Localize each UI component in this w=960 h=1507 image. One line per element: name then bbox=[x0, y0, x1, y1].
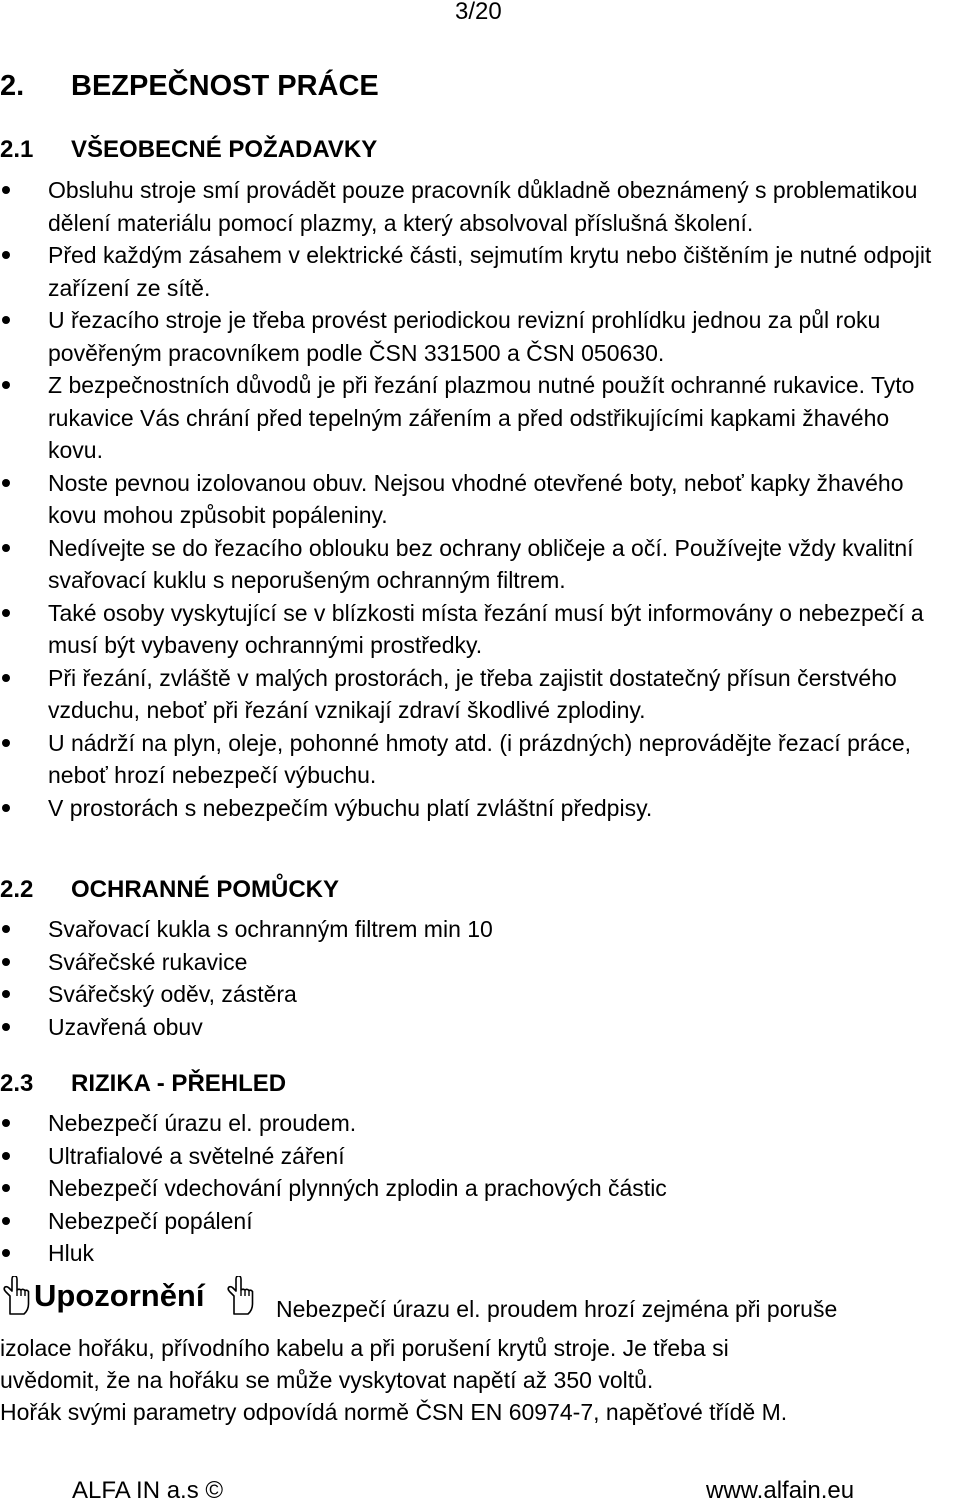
list-item: Nebezpečí úrazu el. proudem. bbox=[0, 1107, 935, 1140]
list-item: Nebezpečí popálení bbox=[0, 1205, 935, 1238]
bullet-icon bbox=[2, 381, 10, 389]
bullet-icon bbox=[2, 1184, 10, 1192]
bullet-icon bbox=[2, 1119, 10, 1127]
footer-company: ALFA IN a.s © bbox=[72, 1477, 224, 1504]
bullet-icon bbox=[2, 479, 10, 487]
warning-body bbox=[0, 1332, 950, 1428]
bullet-icon bbox=[2, 251, 10, 259]
list-item: Svářečské rukavice bbox=[0, 946, 935, 979]
list-item: Také osoby vyskytující se v blízkosti místa řezání musí být informovány o nebezpečí a musí být vybaveny ochrannými prostředky. bbox=[0, 597, 935, 662]
pointing-hand-icon bbox=[224, 1276, 256, 1326]
pointing-hand-icon bbox=[0, 1276, 32, 1326]
warning-block bbox=[0, 1276, 945, 1425]
subsection-number: 2.2 bbox=[0, 876, 34, 903]
list-item: Svařovací kukla s ochranným filtrem min 10 bbox=[0, 913, 935, 946]
warning-label: Upozornění bbox=[34, 1278, 205, 1313]
protective-equipment-list bbox=[0, 913, 935, 1043]
requirements-list bbox=[0, 174, 935, 824]
page-number: 3/20 bbox=[455, 0, 502, 25]
list-item: U nádrží na plyn, oleje, pohonné hmoty atd. (i prázdných) neprovádějte řezací práce, neboť hrozí nebezpečí výbuchu. bbox=[0, 727, 935, 792]
subsection-number: 2.1 bbox=[0, 136, 34, 163]
list-item: Z bezpečnostních důvodů je při řezání plazmou nutné použít ochranné rukavice. Tyto rukavice Vás chrání před tepelným zářením a před odstřikujícími kapkami žhavého kovu. bbox=[0, 369, 935, 467]
bullet-icon bbox=[2, 958, 10, 966]
subsection-title: OCHRANNÉ POMŮCKY bbox=[71, 876, 340, 903]
list-item: Svářečský oděv, zástěra bbox=[0, 978, 935, 1011]
subsection-number: 2.3 bbox=[0, 1070, 34, 1097]
bullet-icon bbox=[2, 1217, 10, 1225]
bullet-icon bbox=[2, 609, 10, 617]
list-item: Ultrafialové a světelné záření bbox=[0, 1140, 935, 1173]
section-title: BEZPEČNOST PRÁCE bbox=[71, 70, 379, 102]
list-item: Obsluhu stroje smí provádět pouze pracovník důkladně obeznámený s problematikou dělení materiálu pomocí plazmy, a který absolvoval příslušná školení. bbox=[0, 174, 935, 239]
list-item: Hluk bbox=[0, 1237, 935, 1270]
bullet-icon bbox=[2, 544, 10, 552]
list-item: Nebezpečí vdechování plynných zplodin a prachových částic bbox=[0, 1172, 935, 1205]
bullet-icon bbox=[2, 804, 10, 812]
bullet-icon bbox=[2, 1023, 10, 1031]
bullet-icon bbox=[2, 186, 10, 194]
list-item: Noste pevnou izolovanou obuv. Nejsou vhodné otevřené boty, neboť kapky žhavého kovu mohou způsobit popáleniny. bbox=[0, 467, 935, 532]
bullet-icon bbox=[2, 925, 10, 933]
list-item: V prostorách s nebezpečím výbuchu platí zvláštní předpisy. bbox=[0, 792, 935, 825]
section-number: 2. bbox=[0, 70, 25, 102]
list-item: Uzavřená obuv bbox=[0, 1011, 935, 1044]
risks-list bbox=[0, 1107, 935, 1270]
list-item: Před každým zásahem v elektrické části, sejmutím krytu nebo čištěním je nutné odpojit zařízení ze sítě. bbox=[0, 239, 935, 304]
bullet-icon bbox=[2, 1152, 10, 1160]
warning-first-line: Nebezpečí úrazu el. proudem hrozí zejména při poruše bbox=[276, 1296, 838, 1322]
list-item: U řezacího stroje je třeba provést periodickou revizní prohlídku jednou za půl roku pověřeným pracovníkem podle ČSN 331500 a ČSN 050630. bbox=[0, 304, 935, 369]
bullet-icon bbox=[2, 316, 10, 324]
warning-line: izolace hořáku, přívodního kabelu a při porušení krytů stroje. Je třeba si bbox=[0, 1335, 729, 1361]
list-item: Nedívejte se do řezacího oblouku bez ochrany obličeje a očí. Používejte vždy kvalitní svařovací kuklu s neporušeným ochranným filtrem. bbox=[0, 532, 935, 597]
subsection-title: RIZIKA - PŘEHLED bbox=[71, 1070, 287, 1097]
bullet-icon bbox=[2, 739, 10, 747]
footer-website: www.alfain.eu bbox=[706, 1477, 855, 1504]
bullet-icon bbox=[2, 674, 10, 682]
warning-line: Hořák svými parametry odpovídá normě ČSN EN 60974-7, napěťové třídě M. bbox=[0, 1399, 788, 1425]
warning-line: uvědomit, že na hořáku se může vyskytovat napětí až 350 voltů. bbox=[0, 1367, 654, 1393]
warning-header bbox=[0, 1276, 945, 1320]
list-item: Při řezání, zvláště v malých prostorách, je třeba zajistit dostatečný přísun čerstvého vzduchu, neboť při řezání vznikají zdraví škodlivé zplodiny. bbox=[0, 662, 935, 727]
subsection-title: VŠEOBECNÉ POŽADAVKY bbox=[71, 136, 378, 163]
bullet-icon bbox=[2, 1249, 10, 1257]
bullet-icon bbox=[2, 990, 10, 998]
